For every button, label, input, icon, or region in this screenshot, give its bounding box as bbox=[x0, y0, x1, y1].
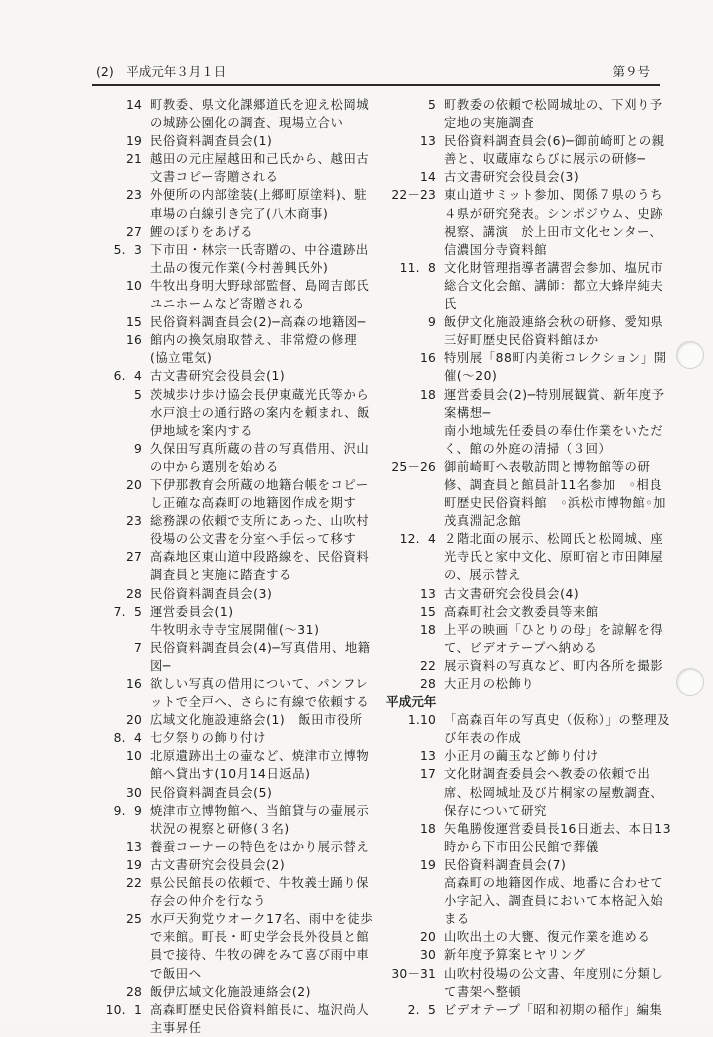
chronology-entry bbox=[88, 548, 374, 584]
chronology-entry bbox=[384, 711, 674, 747]
chronology-entry bbox=[88, 585, 374, 603]
entry-date: 19 bbox=[125, 857, 142, 872]
binder-hole-lower bbox=[676, 668, 704, 696]
entry-text: 民俗資料調査員会(3) bbox=[150, 586, 273, 601]
entry-date: 27 bbox=[125, 550, 142, 565]
chronology-entry bbox=[384, 96, 674, 132]
entry-date: 28 bbox=[125, 984, 142, 999]
chronology-entry bbox=[88, 603, 374, 621]
entry-text: 欲しい写真の借用について、パンフレットで全戸へ、さらに有線で依頼する bbox=[150, 677, 370, 710]
entry-date: 20 bbox=[419, 930, 436, 945]
chronology-entry bbox=[384, 621, 674, 657]
entry-text: 矢亀勝俊運営委員長16日逝去、本日13時から下市田公民館で葬儀 bbox=[444, 821, 672, 854]
entry-text: 飯伊広域文化施設連絡会(2) bbox=[150, 984, 312, 999]
entry-text: 民俗資料調査員会(4)─写真借用、地籍図─ bbox=[150, 640, 371, 673]
entry-date: 9. 9 bbox=[113, 803, 142, 818]
entry-date: 13 bbox=[419, 749, 436, 764]
chronology-entry bbox=[88, 675, 374, 711]
entry-date: 9 bbox=[133, 441, 142, 456]
entry-date: 18 bbox=[419, 387, 436, 402]
binder-hole-upper bbox=[676, 341, 704, 369]
chronology-entry bbox=[384, 313, 674, 349]
chronology-entry bbox=[88, 874, 374, 910]
chronology-entry bbox=[88, 856, 374, 874]
entry-date: 5. 3 bbox=[113, 242, 142, 257]
entry-date: 10 bbox=[125, 278, 142, 293]
entry-date: 19 bbox=[125, 134, 142, 149]
chronology-entry bbox=[88, 277, 374, 313]
entry-text: 東山道サミット参加、関係７県のうち４県が研究発表。シンポジウム、史跡視察、講演 於上田市文化センター、信濃国分寺資料館 bbox=[444, 188, 664, 257]
issue-date: (2) 平成元年３月１日 bbox=[96, 64, 227, 79]
chronology-entry bbox=[88, 150, 374, 186]
chronology-entry bbox=[88, 838, 374, 856]
entry-date: 5 bbox=[133, 387, 142, 402]
entry-date: 25 bbox=[125, 912, 142, 927]
chronology-entry bbox=[88, 747, 374, 783]
chronology-entry bbox=[88, 639, 374, 675]
entry-date: 14 bbox=[125, 98, 142, 112]
entry-text: 水戸天狗党ウオーク17名、雨中を徒歩で来館。町長・町史学会長外役員と館員で接待、牛牧の碑をみて喜び雨中車で飯田へ bbox=[150, 912, 374, 981]
entry-date: 6. 4 bbox=[113, 369, 142, 384]
entry-text: 古文書研究会役員会(3) bbox=[444, 170, 580, 185]
entry-date: 15 bbox=[419, 604, 436, 619]
entry-text: 南小地域先任委員の奉仕作業をいただく、館の外庭の清掃（３回） bbox=[444, 423, 664, 456]
chronology-entry bbox=[88, 223, 374, 241]
entry-date: 13 bbox=[125, 839, 142, 854]
entry-text: 古文書研究会役員会(1) bbox=[150, 369, 286, 384]
entry-text: 民俗資料調査員会(1) bbox=[150, 134, 273, 149]
entry-text: 高森町歴史民俗資料館長に、塩沢尚人主事昇任 bbox=[150, 1002, 370, 1035]
chronology-entry bbox=[384, 928, 674, 946]
chronology-entry bbox=[88, 367, 374, 385]
chronology-entry bbox=[384, 747, 674, 765]
entry-text: 県公民館長の依頼で、牛牧義士踊り保存会の仲介を行なう bbox=[150, 876, 370, 909]
entry-date: 16 bbox=[125, 677, 142, 691]
entry-date: 20 bbox=[125, 477, 142, 492]
entry-date: 17 bbox=[419, 767, 436, 782]
entry-text: 町教委の依頼で松岡城址の、下刈り予定地の実施調査 bbox=[444, 98, 663, 131]
entry-text: 牛牧出身明大野球部監督、島岡吉郎氏ユニホームなど寄贈される bbox=[150, 278, 370, 312]
chronology-entry bbox=[88, 331, 374, 367]
entry-text: 北原遺跡出土の壷など、焼津市立博物館へ貸出す(10月14日返品) bbox=[150, 749, 370, 782]
issue-number: 第９号 bbox=[612, 64, 650, 79]
entry-date: 25－26 bbox=[391, 459, 436, 474]
chronology-entry bbox=[384, 386, 674, 422]
entry-text: 越田の元庄屋越田和己氏から、越田古文書コピー寄贈される bbox=[150, 152, 370, 185]
chronology-entry bbox=[88, 802, 374, 838]
chronology-entry bbox=[384, 259, 674, 313]
entry-text: 民俗資料調査員会(7) bbox=[444, 857, 567, 872]
chronology-entry bbox=[384, 422, 674, 458]
entry-date: 13 bbox=[419, 134, 436, 149]
page-header bbox=[92, 60, 660, 86]
chronology-entry bbox=[384, 168, 674, 186]
chronology-entry bbox=[384, 132, 674, 168]
entry-date: 1.10 bbox=[407, 713, 436, 728]
entry-text: 古文書研究会役員会(2) bbox=[150, 857, 286, 872]
entry-date: 22 bbox=[125, 876, 142, 891]
entry-text: 特別展「88町内美術コレクション」開催(～20) bbox=[444, 351, 667, 384]
chronology-entry bbox=[88, 241, 374, 277]
chronology-entry bbox=[88, 910, 374, 982]
entry-date: 18 bbox=[419, 821, 436, 836]
entry-date: 15 bbox=[125, 315, 142, 330]
entry-date: 23 bbox=[125, 188, 142, 203]
chronology-entry bbox=[88, 983, 374, 1001]
chronology-entry bbox=[88, 711, 374, 729]
chronology-entry bbox=[88, 784, 374, 802]
chronology-entry bbox=[88, 386, 374, 440]
year-heading: 平成元年 bbox=[386, 694, 437, 710]
entry-date: 18 bbox=[419, 622, 436, 637]
entry-date: 8. 4 bbox=[113, 731, 142, 746]
entry-date: 27 bbox=[125, 224, 142, 239]
entry-text: 七夕祭りの飾り付け bbox=[150, 731, 267, 746]
entry-text: 運営委員会(2)─特別展観賞、新年度予案構想─ bbox=[444, 387, 665, 420]
chronology-entry bbox=[384, 458, 674, 530]
chronology-entry bbox=[384, 530, 674, 584]
entry-text: 御前崎町へ表敬訪問と博物館等の研修、調査員と館員計11名参加 ◦相良町歴史民俗資料館 ◦浜松市博物館◦加茂真淵記念館 bbox=[444, 459, 667, 529]
entry-text: 広域文化施設連絡会(1) 飯田市役所 bbox=[150, 713, 363, 728]
entry-text: 牛牧明永寺寺宝展開催(～31) bbox=[150, 622, 320, 637]
chronology-entry bbox=[384, 856, 674, 874]
entry-text: 外便所の内部塗装(上郷町原塗料)、駐車場の白線引き完了(八木商事) bbox=[150, 188, 368, 221]
chronology-entry bbox=[384, 1001, 674, 1019]
chronology-entry bbox=[384, 603, 674, 621]
chronology-entry bbox=[88, 1001, 374, 1037]
entry-date: 7 bbox=[133, 640, 142, 655]
entry-text: 古文書研究会役員会(4) bbox=[444, 586, 580, 601]
entry-text: 民俗資料調査員会(5) bbox=[150, 785, 273, 800]
chronology-entry bbox=[88, 621, 374, 639]
entry-text: 総務課の依頼で支所にあった、山吹村役場の公文書を分室へ手伝って移す bbox=[150, 514, 370, 547]
chronology-entry bbox=[384, 765, 674, 819]
entry-text: 久保田写真所蔵の昔の写真借用、沢山の中から選別を始める bbox=[150, 441, 370, 474]
chronology-entry bbox=[384, 675, 674, 693]
entry-date: 30 bbox=[419, 948, 436, 963]
entry-date: 11. 8 bbox=[399, 260, 436, 275]
entry-text: 小正月の繭玉など飾り付け bbox=[444, 749, 599, 764]
chronology-entry bbox=[384, 349, 674, 385]
chronology-entry bbox=[384, 657, 674, 675]
entry-date: 10 bbox=[125, 749, 142, 764]
entry-text: 展示資料の写真など、町内各所を撮影 bbox=[444, 658, 664, 673]
entry-date: 23 bbox=[125, 514, 142, 529]
chronology-entry bbox=[384, 946, 674, 964]
entry-text: 上平の映画「ひとりの母」を諒解を得て、ビデオテープへ納める bbox=[444, 622, 664, 655]
entry-date: 14 bbox=[419, 170, 436, 185]
entry-text: 高森町の地籍図作成、地番に合わせて小字記入、調査員において本格記入始まる bbox=[444, 876, 664, 927]
entry-text: 「高森百年の写真史（仮称）」の整理及び年表の作成 bbox=[444, 713, 670, 746]
entry-text: 焼津市立博物館へ、当館貸与の壷展示状況の視察と研修(３名) bbox=[150, 803, 370, 836]
entry-text: 高森地区東山道中段路線を、民俗資料調査員と実施に踏査する bbox=[150, 550, 370, 583]
chronology-right-column bbox=[384, 96, 674, 1019]
chronology-entry bbox=[384, 874, 674, 928]
entry-text: 町教委、県文化課郷道氏を迎え松岡城の城跡公園化の調査、現場立合い bbox=[150, 98, 370, 131]
chronology-entry bbox=[88, 440, 374, 476]
chronology-entry bbox=[88, 476, 374, 512]
entry-text: 養蚕コーナーの特色をはかり展示替え bbox=[150, 839, 370, 854]
entry-date: 20 bbox=[125, 713, 142, 728]
entry-text: 新年度予算案ヒヤリング bbox=[444, 948, 586, 963]
entry-date: 19 bbox=[419, 857, 436, 872]
entry-date: 2. 5 bbox=[407, 1002, 436, 1017]
entry-text: 文化財管理指導者講習会参加、塩尻市総合文化会館、講師：都立大蜂岸純夫氏 bbox=[444, 260, 664, 312]
entry-date: 12. 4 bbox=[399, 532, 436, 547]
entry-date: 22－23 bbox=[391, 188, 436, 203]
entry-text: 下市田・林宗一氏寄贈の、中谷遺跡出土品の復元作業(今村善興氏外) bbox=[150, 242, 369, 275]
entry-date: 22 bbox=[419, 658, 436, 673]
chronology-entry bbox=[384, 820, 674, 856]
chronology-entry bbox=[384, 186, 674, 258]
entry-text: 文化財調査委員会へ教委の依頼で出席、松岡城址及び片桐家の屋敷調査、保存について研究 bbox=[444, 767, 664, 818]
entry-date: 21 bbox=[125, 152, 142, 167]
entry-date: 10. 1 bbox=[105, 1002, 142, 1017]
entry-date: 7. 5 bbox=[113, 604, 142, 619]
entry-text: ビデオテープ「昭和初期の稲作」編集 bbox=[444, 1002, 663, 1017]
entry-text: 運営委員会(1) bbox=[150, 604, 234, 619]
entry-text: 茨城歩け歩け協会長伊東蔵光氏等から水戸浪士の通行路の案内を頼まれ、飯伊地域を案内する bbox=[150, 387, 370, 438]
entry-date: 16 bbox=[419, 351, 436, 366]
chronology-left-column bbox=[88, 96, 374, 1037]
chronology-entry bbox=[88, 132, 374, 150]
entry-date: 9 bbox=[427, 315, 436, 330]
entry-date: 28 bbox=[419, 677, 436, 691]
entry-text: 下伊那教育会所蔵の地籍台帳をコピーし正確な高森町の地籍図作成を期す bbox=[150, 477, 369, 511]
chronology-entry bbox=[88, 512, 374, 548]
entry-date: 30－31 bbox=[391, 966, 436, 981]
entry-text: 館内の換気扇取替え、非常燈の修理(協立電気) bbox=[150, 333, 358, 366]
entry-date: 5 bbox=[427, 98, 436, 112]
entry-text: 飯伊文化施設連絡会秋の研修、愛知県三好町歴史民俗資料館ほか bbox=[444, 315, 664, 348]
entry-text: ２階北面の展示、松岡氏と松岡城、座光寺氏と家中文化、原町宿と市田陣屋の、展示替え bbox=[444, 532, 664, 583]
entry-date: 28 bbox=[125, 586, 142, 601]
chronology-entry bbox=[88, 96, 374, 132]
entry-text: 高森町社会文教委員等来館 bbox=[444, 604, 599, 619]
chronology-entry bbox=[384, 965, 674, 1001]
entry-date: 16 bbox=[125, 333, 142, 348]
chronology-entry bbox=[88, 313, 374, 331]
entry-text: 山吹村役場の公文書、年度別に分類して書架へ整頓 bbox=[444, 966, 664, 999]
entry-date: 30 bbox=[125, 785, 142, 800]
entry-text: 大正月の松飾り bbox=[444, 677, 535, 691]
chronology-entry bbox=[88, 186, 374, 222]
chronology-entry bbox=[384, 585, 674, 603]
entry-text: 鯉のぼりをあげる bbox=[150, 224, 254, 239]
chronology-entry bbox=[88, 729, 374, 747]
entry-text: 民俗資料調査員会(2)─高森の地籍図─ bbox=[150, 315, 366, 330]
entry-text: 民俗資料調査員会(6)─御前崎町との親善と、収蔵庫ならびに展示の研修─ bbox=[444, 134, 665, 167]
entry-date: 13 bbox=[419, 586, 436, 601]
entry-text: 山吹出土の大甕、復元作業を進める bbox=[444, 930, 651, 945]
